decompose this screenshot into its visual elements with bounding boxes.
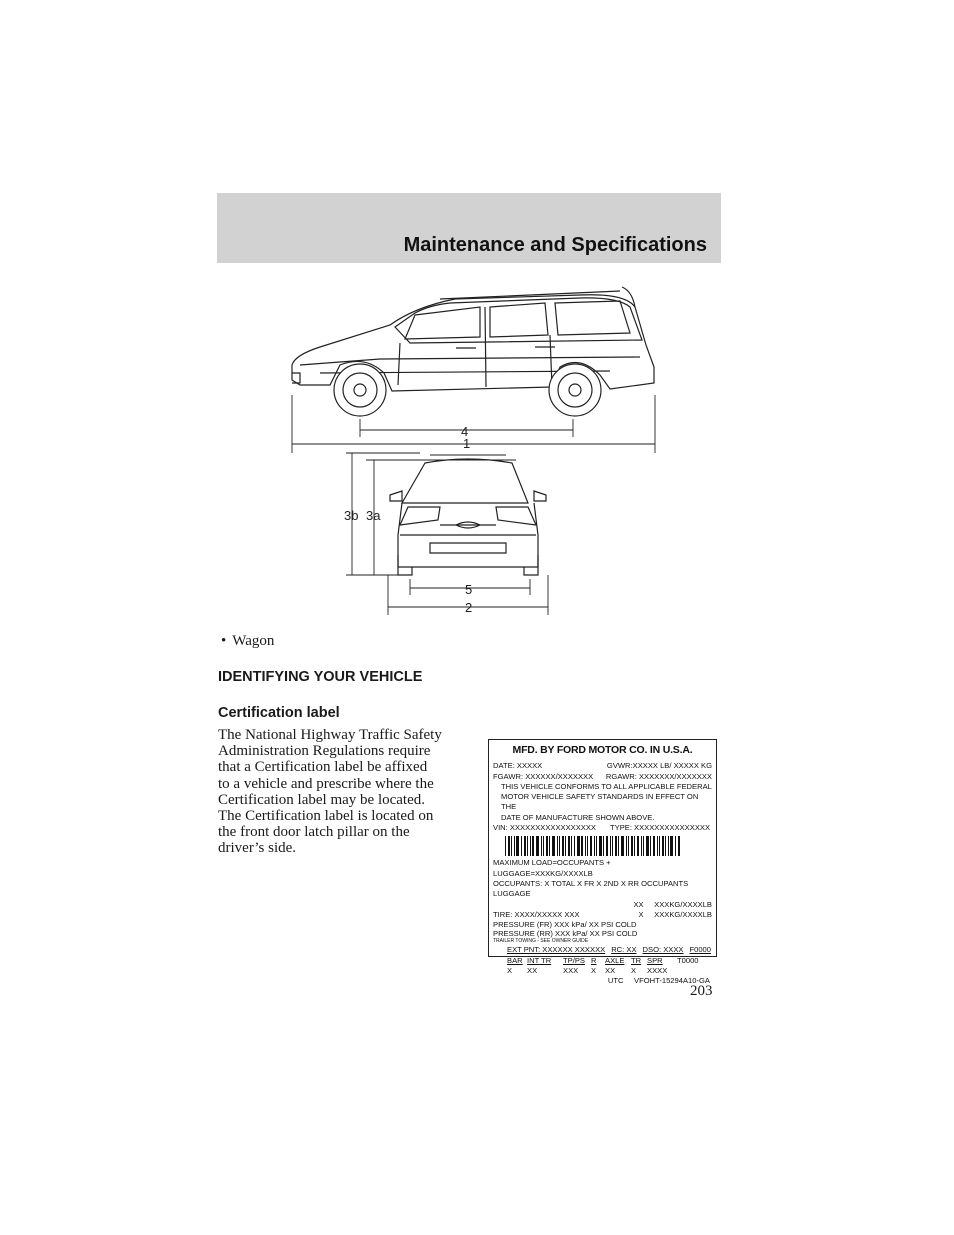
barcode-bar (530, 836, 531, 856)
grid-head-cell: TP/PS (563, 955, 585, 965)
label-fgawr: FGAWR: XXXXXX/XXXXXXX (493, 771, 594, 781)
grid-head-cell: INT TR (527, 955, 552, 965)
label-vin: VIN: XXXXXXXXXXXXXXXXX (493, 823, 596, 833)
grid-value-cell: X (507, 966, 513, 976)
paragraph-line: The Certification label is located on (218, 808, 434, 825)
label-title: MFD. BY FORD MOTOR CO. IN U.S.A. (512, 744, 693, 756)
label-f0000: F0000 (689, 945, 712, 955)
barcode-bar (524, 836, 526, 856)
label-code-grid-head (507, 956, 712, 966)
paragraph-line: that a Certification label be affixed (218, 759, 428, 776)
grid-head-cell: T0000 (677, 955, 699, 965)
barcode-bar (599, 836, 602, 856)
grid-head-cell: R (591, 955, 597, 965)
grid-head-cell: SPR (647, 955, 663, 965)
dimension-label-5: 5 (465, 582, 473, 597)
barcode-bar (511, 836, 512, 856)
barcode-bar (516, 836, 519, 856)
dimension-label-2: 2 (465, 600, 473, 615)
barcode-bar (596, 836, 597, 856)
barcode-bar (536, 836, 539, 856)
page-title: Maintenance and Specifications (403, 234, 707, 256)
grid-value-cell: XXX (563, 966, 579, 976)
label-conform-2: MOTOR VEHICLE SAFETY STANDARDS IN EFFECT ON THE (501, 792, 699, 812)
bullet-dot: • (221, 633, 227, 649)
barcode-bar (514, 836, 515, 856)
certification-paragraph (218, 727, 474, 857)
barcode-bar (634, 836, 635, 856)
grid-value-cell: XX (527, 966, 538, 976)
label-date: DATE: XXXXX (493, 761, 543, 771)
barcode-bar (505, 836, 506, 856)
label-tire-values: X XXXKG/XXXXLB (638, 909, 712, 919)
barcode-bar (618, 836, 619, 856)
barcode-bar (678, 836, 680, 856)
body-style-bullet (221, 633, 274, 650)
barcode-bar (621, 836, 624, 856)
barcode-bar (587, 836, 588, 856)
barcode-bar (521, 836, 522, 856)
grid-head-cell: AXLE (605, 955, 625, 965)
label-dso: DSO: XXXX (642, 945, 684, 955)
grid-value-cell: XX (605, 966, 616, 976)
barcode-bar (590, 836, 592, 856)
barcode-bar (659, 836, 660, 856)
label-trailer-note: TRAILER TOWING - SEE OWNER GUIDE (493, 938, 589, 945)
label-rc: RC: XX (611, 945, 637, 955)
label-occupants-values: XX XXXKG/XXXXLB (633, 899, 712, 909)
certification-label-illustration (488, 739, 717, 986)
barcode-bar (626, 836, 627, 856)
barcode-bar (581, 836, 583, 856)
barcode-bar (541, 836, 542, 856)
paragraph-line: Certification label may be located. (218, 791, 425, 808)
barcode (505, 836, 712, 856)
barcode-bar (650, 836, 651, 856)
barcode-bar (668, 836, 669, 856)
barcode-bar (549, 836, 550, 856)
barcode-bar (552, 836, 555, 856)
barcode-bar (562, 836, 564, 856)
barcode-bar (546, 836, 548, 856)
label-rgawr: RGAWR: XXXXXXX/XXXXXXX (605, 771, 712, 781)
dimension-label-1: 1 (463, 436, 471, 451)
label-ext-pnt: EXT PNT: XXXXXX XXXXXX (507, 945, 606, 955)
paragraph-line: driver’s side. (218, 840, 297, 857)
label-utc: UTC (607, 976, 624, 986)
label-tire: TIRE: XXXX/XXXXX XXX (493, 909, 580, 919)
label-footer (493, 976, 712, 986)
section-header-bar (217, 193, 721, 263)
barcode-bar (568, 836, 570, 856)
grid-value-cell: XXXX (647, 966, 668, 976)
dimension-label-3b: 3b (344, 508, 359, 523)
barcode-bar (610, 836, 611, 856)
paragraph-line: to a vehicle and prescribe where the (218, 775, 434, 792)
grid-value-cell: X (631, 966, 637, 976)
barcode-bar (559, 836, 560, 856)
barcode-bar (643, 836, 644, 856)
dimension-label-4: 4 (461, 424, 469, 439)
subsection-heading: Certification label (218, 705, 340, 721)
label-part-number: VFOHT-15294A10-GA (634, 976, 710, 986)
barcode-bar (585, 836, 586, 856)
paragraph-line: The National Highway Traffic Safety (218, 727, 442, 743)
paragraph-line: the front door latch pillar on the (218, 824, 410, 841)
label-type: TYPE: XXXXXXXXXXXXXXX (609, 823, 711, 833)
barcode-bar (571, 836, 572, 856)
page-number: 203 (690, 983, 713, 999)
barcode-bar (646, 836, 649, 856)
barcode-bar (670, 836, 673, 856)
grid-head-cell: TR (631, 955, 642, 965)
bullet-text: Wagon (232, 633, 275, 649)
label-pressure-front: PRESSURE (FR) XXX kPa/ XX PSI COLD (493, 920, 637, 930)
label-conform-1: THIS VEHICLE CONFORMS TO ALL APPLICABLE FEDERAL (501, 781, 712, 791)
section-heading: IDENTIFYING YOUR VEHICLE (218, 669, 423, 685)
barcode-bar (631, 836, 633, 856)
barcode-bar (594, 836, 595, 856)
vehicle-dimension-figure (280, 285, 670, 620)
barcode-bar (653, 836, 655, 856)
barcode-bar (508, 836, 510, 856)
label-pressure-rear: PRESSURE (RR) XXX kPa/ XX PSI COLD (493, 929, 638, 939)
barcode-bar (574, 836, 575, 856)
paragraph-line: Administration Regulations require (218, 743, 431, 760)
wagon-drawing (280, 285, 670, 620)
barcode-bar (657, 836, 658, 856)
barcode-bar (565, 836, 566, 856)
label-max-load: MAXIMUM LOAD=OCCUPANTS + LUGGAGE=XXXKG/XXXXLB (493, 858, 611, 878)
barcode-bar (637, 836, 639, 856)
barcode-bar (665, 836, 666, 856)
barcode-bar (543, 836, 544, 856)
barcode-bar (662, 836, 664, 856)
barcode-bar (603, 836, 604, 856)
barcode-bar (527, 836, 528, 856)
grid-head-cell: BAR (507, 955, 523, 965)
label-code-grid-values (507, 966, 712, 976)
barcode-bar (577, 836, 580, 856)
label-conform-3: DATE OF MANUFACTURE SHOWN ABOVE. (501, 812, 655, 822)
dimension-label-3a: 3a (366, 508, 381, 523)
barcode-bar (612, 836, 613, 856)
barcode-bar (615, 836, 617, 856)
barcode-bar (557, 836, 558, 856)
barcode-bar (606, 836, 608, 856)
barcode-bar (532, 836, 534, 856)
grid-value-cell (677, 966, 711, 976)
label-occupants: OCCUPANTS: X TOTAL X FR X 2ND X RR OCCUPANTS LUGGAGE (493, 878, 689, 899)
barcode-bar (675, 836, 676, 856)
barcode-bar (641, 836, 642, 856)
label-gvwr: GVWR:XXXXX LB/ XXXXX KG (606, 761, 712, 771)
barcode-bar (628, 836, 629, 856)
grid-value-cell: X (591, 966, 597, 976)
